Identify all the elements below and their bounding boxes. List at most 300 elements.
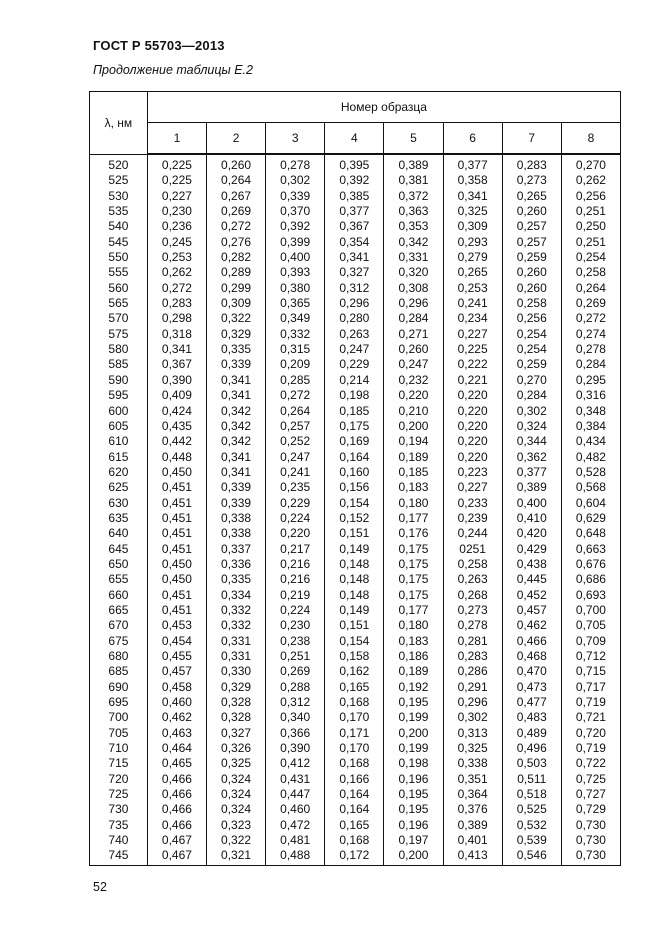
sample-number-header: 6 [443,123,502,155]
wavelength-cell: 570 [90,311,148,326]
value-cell: 0,254 [502,327,561,342]
value-cell: 0,238 [266,634,325,649]
value-cell: 0,477 [502,695,561,710]
table-row [90,802,621,817]
value-cell: 0,429 [502,542,561,557]
value-cell: 0,149 [325,542,384,557]
value-cell: 0,395 [325,154,384,173]
value-cell: 0,451 [147,526,206,541]
table-row [90,204,621,219]
value-cell: 0,200 [384,848,443,865]
table-row [90,664,621,679]
value-cell: 0,460 [266,802,325,817]
wavelength-cell: 730 [90,802,148,817]
value-cell: 0,332 [206,618,265,633]
value-cell: 0,324 [206,802,265,817]
value-cell: 0,503 [502,756,561,771]
value-cell: 0,176 [384,526,443,541]
value-cell: 0,719 [561,695,620,710]
value-cell: 0,189 [384,450,443,465]
value-cell: 0,327 [325,265,384,280]
value-cell: 0,390 [266,741,325,756]
value-cell: 0,338 [443,756,502,771]
value-cell: 0,278 [561,342,620,357]
wavelength-cell: 635 [90,511,148,526]
table-row [90,741,621,756]
value-cell: 0,324 [206,772,265,787]
value-cell: 0,264 [561,281,620,296]
value-cell: 0,332 [266,327,325,342]
value-cell: 0,180 [384,618,443,633]
table-row [90,557,621,572]
table-row [90,281,621,296]
value-cell: 0,365 [266,296,325,311]
wavelength-cell: 585 [90,357,148,372]
value-cell: 0,256 [502,311,561,326]
spectral-data-table [89,91,621,866]
value-cell: 0,234 [443,311,502,326]
value-cell: 0,278 [266,154,325,173]
value-cell: 0,175 [384,557,443,572]
value-cell: 0251 [443,542,502,557]
value-cell: 0,254 [561,250,620,265]
value-cell: 0,663 [561,542,620,557]
wavelength-cell: 580 [90,342,148,357]
value-cell: 0,457 [502,603,561,618]
value-cell: 0,325 [443,741,502,756]
value-cell: 0,381 [384,173,443,188]
wavelength-cell: 535 [90,204,148,219]
value-cell: 0,239 [443,511,502,526]
value-cell: 0,327 [206,726,265,741]
value-cell: 0,334 [206,588,265,603]
value-cell: 0,164 [325,787,384,802]
value-cell: 0,568 [561,480,620,495]
value-cell: 0,220 [443,388,502,403]
value-cell: 0,451 [147,588,206,603]
value-cell: 0,264 [266,404,325,419]
wavelength-cell: 665 [90,603,148,618]
value-cell: 0,270 [561,154,620,173]
value-cell: 0,376 [443,802,502,817]
value-cell: 0,330 [206,664,265,679]
table-row [90,373,621,388]
value-cell: 0,351 [443,772,502,787]
value-cell: 0,721 [561,710,620,725]
value-cell: 0,151 [325,618,384,633]
value-cell: 0,175 [384,588,443,603]
value-cell: 0,247 [266,450,325,465]
value-cell: 0,177 [384,603,443,618]
table-caption: Продолжение таблицы Е.2 [93,63,253,77]
value-cell: 0,164 [325,450,384,465]
value-cell: 0,341 [147,342,206,357]
value-cell: 0,272 [206,219,265,234]
value-cell: 0,283 [502,154,561,173]
value-cell: 0,453 [147,618,206,633]
wavelength-cell: 520 [90,154,148,173]
value-cell: 0,344 [502,434,561,449]
value-cell: 0,370 [266,204,325,219]
wavelength-column-header: λ, нм [90,92,148,155]
value-cell: 0,230 [147,204,206,219]
value-cell: 0,435 [147,419,206,434]
value-cell: 0,259 [502,250,561,265]
value-cell: 0,220 [443,404,502,419]
wavelength-cell: 630 [90,496,148,511]
value-cell: 0,482 [561,450,620,465]
value-cell: 0,712 [561,649,620,664]
value-cell: 0,399 [266,235,325,250]
table-row [90,173,621,188]
wavelength-cell: 565 [90,296,148,311]
value-cell: 0,342 [384,235,443,250]
value-cell: 0,164 [325,802,384,817]
value-cell: 0,232 [384,373,443,388]
value-cell: 0,263 [443,572,502,587]
value-cell: 0,709 [561,634,620,649]
wavelength-cell: 680 [90,649,148,664]
value-cell: 0,693 [561,588,620,603]
table-row [90,526,621,541]
value-cell: 0,148 [325,557,384,572]
value-cell: 0,367 [147,357,206,372]
value-cell: 0,410 [502,511,561,526]
value-cell: 0,445 [502,572,561,587]
value-cell: 0,197 [384,833,443,848]
value-cell: 0,250 [561,219,620,234]
value-cell: 0,463 [147,726,206,741]
value-cell: 0,366 [266,726,325,741]
value-cell: 0,392 [266,219,325,234]
wavelength-cell: 650 [90,557,148,572]
sample-number-group-header: Номер образца [147,92,620,123]
value-cell: 0,302 [443,710,502,725]
wavelength-cell: 700 [90,710,148,725]
value-cell: 0,276 [206,235,265,250]
value-cell: 0,473 [502,680,561,695]
value-cell: 0,457 [147,664,206,679]
value-cell: 0,166 [325,772,384,787]
value-cell: 0,196 [384,772,443,787]
value-cell: 0,271 [384,327,443,342]
value-cell: 0,450 [147,572,206,587]
value-cell: 0,168 [325,695,384,710]
table-header-row-top [90,92,621,123]
value-cell: 0,263 [325,327,384,342]
wavelength-cell: 745 [90,848,148,865]
value-cell: 0,322 [206,311,265,326]
value-cell: 0,458 [147,680,206,695]
value-cell: 0,192 [384,680,443,695]
value-cell: 0,335 [206,572,265,587]
value-cell: 0,198 [325,388,384,403]
value-cell: 0,412 [266,756,325,771]
value-cell: 0,199 [384,710,443,725]
value-cell: 0,185 [325,404,384,419]
table-row [90,726,621,741]
value-cell: 0,236 [147,219,206,234]
value-cell: 0,451 [147,511,206,526]
value-cell: 0,400 [502,496,561,511]
value-cell: 0,341 [325,250,384,265]
value-cell: 0,337 [206,542,265,557]
value-cell: 0,296 [384,296,443,311]
value-cell: 0,325 [443,204,502,219]
value-cell: 0,160 [325,465,384,480]
value-cell: 0,335 [206,342,265,357]
value-cell: 0,604 [561,496,620,511]
value-cell: 0,377 [443,154,502,173]
table-row [90,327,621,342]
value-cell: 0,539 [502,833,561,848]
wavelength-cell: 530 [90,189,148,204]
sample-number-header: 4 [325,123,384,155]
value-cell: 0,286 [443,664,502,679]
value-cell: 0,424 [147,404,206,419]
value-cell: 0,329 [206,327,265,342]
value-cell: 0,447 [266,787,325,802]
value-cell: 0,686 [561,572,620,587]
value-cell: 0,272 [561,311,620,326]
value-cell: 0,244 [443,526,502,541]
wavelength-cell: 710 [90,741,148,756]
value-cell: 0,252 [266,434,325,449]
value-cell: 0,320 [384,265,443,280]
value-cell: 0,331 [206,649,265,664]
value-cell: 0,309 [443,219,502,234]
value-cell: 0,217 [266,542,325,557]
value-cell: 0,152 [325,511,384,526]
wavelength-cell: 560 [90,281,148,296]
value-cell: 0,316 [561,388,620,403]
value-cell: 0,154 [325,634,384,649]
wavelength-cell: 575 [90,327,148,342]
value-cell: 0,168 [325,756,384,771]
value-cell: 0,223 [443,465,502,480]
sample-number-header: 1 [147,123,206,155]
value-cell: 0,730 [561,818,620,833]
table-row [90,419,621,434]
value-cell: 0,272 [266,388,325,403]
value-cell: 0,464 [147,741,206,756]
value-cell: 0,148 [325,588,384,603]
value-cell: 0,466 [147,818,206,833]
value-cell: 0,269 [561,296,620,311]
value-cell: 0,339 [206,496,265,511]
value-cell: 0,148 [325,572,384,587]
value-cell: 0,325 [206,756,265,771]
value-cell: 0,413 [443,848,502,865]
value-cell: 0,230 [266,618,325,633]
value-cell: 0,326 [206,741,265,756]
wavelength-cell: 600 [90,404,148,419]
value-cell: 0,149 [325,603,384,618]
value-cell: 0,216 [266,572,325,587]
value-cell: 0,377 [325,204,384,219]
table-row [90,388,621,403]
value-cell: 0,296 [443,695,502,710]
value-cell: 0,384 [561,419,620,434]
wavelength-cell: 695 [90,695,148,710]
value-cell: 0,340 [266,710,325,725]
value-cell: 0,648 [561,526,620,541]
value-cell: 0,715 [561,664,620,679]
value-cell: 0,511 [502,772,561,787]
value-cell: 0,257 [502,235,561,250]
value-cell: 0,629 [561,511,620,526]
value-cell: 0,247 [384,357,443,372]
value-cell: 0,253 [147,250,206,265]
wavelength-cell: 605 [90,419,148,434]
value-cell: 0,392 [325,173,384,188]
value-cell: 0,265 [502,189,561,204]
value-cell: 0,279 [443,250,502,265]
value-cell: 0,175 [384,542,443,557]
value-cell: 0,229 [325,357,384,372]
table-row [90,189,621,204]
value-cell: 0,455 [147,649,206,664]
value-cell: 0,198 [384,756,443,771]
value-cell: 0,466 [147,802,206,817]
value-cell: 0,342 [206,419,265,434]
wavelength-cell: 525 [90,173,148,188]
value-cell: 0,313 [443,726,502,741]
value-cell: 0,283 [147,296,206,311]
value-cell: 0,700 [561,603,620,618]
value-cell: 0,219 [266,588,325,603]
value-cell: 0,214 [325,373,384,388]
value-cell: 0,676 [561,557,620,572]
value-cell: 0,465 [147,756,206,771]
wavelength-cell: 595 [90,388,148,403]
value-cell: 0,265 [443,265,502,280]
table-row [90,818,621,833]
table-row [90,695,621,710]
value-cell: 0,284 [561,357,620,372]
value-cell: 0,389 [502,480,561,495]
value-cell: 0,354 [325,235,384,250]
value-cell: 0,185 [384,465,443,480]
wavelength-cell: 610 [90,434,148,449]
value-cell: 0,241 [266,465,325,480]
value-cell: 0,308 [384,281,443,296]
table-row [90,219,621,234]
value-cell: 0,168 [325,833,384,848]
value-cell: 0,364 [443,787,502,802]
value-cell: 0,260 [502,265,561,280]
value-cell: 0,186 [384,649,443,664]
value-cell: 0,341 [206,450,265,465]
value-cell: 0,200 [384,419,443,434]
value-cell: 0,180 [384,496,443,511]
value-cell: 0,221 [443,373,502,388]
table-row [90,680,621,695]
value-cell: 0,274 [561,327,620,342]
value-cell: 0,705 [561,618,620,633]
value-cell: 0,719 [561,741,620,756]
table-row [90,787,621,802]
wavelength-cell: 675 [90,634,148,649]
table-row [90,235,621,250]
table-row [90,450,621,465]
wavelength-cell: 720 [90,772,148,787]
value-cell: 0,165 [325,680,384,695]
value-cell: 0,209 [266,357,325,372]
value-cell: 0,409 [147,388,206,403]
value-cell: 0,328 [206,695,265,710]
value-cell: 0,322 [206,833,265,848]
value-cell: 0,283 [443,649,502,664]
value-cell: 0,262 [561,173,620,188]
value-cell: 0,270 [502,373,561,388]
value-cell: 0,338 [206,526,265,541]
value-cell: 0,273 [443,603,502,618]
table-row [90,603,621,618]
table-row [90,265,621,280]
value-cell: 0,258 [561,265,620,280]
value-cell: 0,451 [147,603,206,618]
value-cell: 0,225 [443,342,502,357]
value-cell: 0,328 [206,710,265,725]
value-cell: 0,722 [561,756,620,771]
value-cell: 0,331 [384,250,443,265]
value-cell: 0,466 [502,634,561,649]
value-cell: 0,462 [147,710,206,725]
value-cell: 0,224 [266,511,325,526]
sample-number-header-row [90,123,621,155]
value-cell: 0,339 [206,357,265,372]
value-cell: 0,256 [561,189,620,204]
document-title: ГОСТ Р 55703—2013 [93,38,225,53]
value-cell: 0,466 [147,772,206,787]
value-cell: 0,451 [147,480,206,495]
value-cell: 0,288 [266,680,325,695]
value-cell: 0,332 [206,603,265,618]
value-cell: 0,312 [325,281,384,296]
value-cell: 0,341 [206,373,265,388]
value-cell: 0,216 [266,557,325,572]
value-cell: 0,323 [206,818,265,833]
value-cell: 0,717 [561,680,620,695]
wavelength-cell: 615 [90,450,148,465]
value-cell: 0,220 [443,434,502,449]
value-cell: 0,483 [502,710,561,725]
wavelength-cell: 620 [90,465,148,480]
value-cell: 0,289 [206,265,265,280]
table-row [90,496,621,511]
value-cell: 0,251 [561,204,620,219]
table-row [90,572,621,587]
value-cell: 0,730 [561,848,620,865]
value-cell: 0,260 [502,281,561,296]
value-cell: 0,229 [266,496,325,511]
value-cell: 0,358 [443,173,502,188]
value-cell: 0,220 [266,526,325,541]
value-cell: 0,220 [443,450,502,465]
value-cell: 0,241 [443,296,502,311]
value-cell: 0,488 [266,848,325,865]
table-row [90,311,621,326]
wavelength-cell: 685 [90,664,148,679]
value-cell: 0,269 [206,204,265,219]
value-cell: 0,267 [206,189,265,204]
value-cell: 0,151 [325,526,384,541]
value-cell: 0,258 [502,296,561,311]
value-cell: 0,260 [502,204,561,219]
wavelength-cell: 660 [90,588,148,603]
value-cell: 0,434 [561,434,620,449]
